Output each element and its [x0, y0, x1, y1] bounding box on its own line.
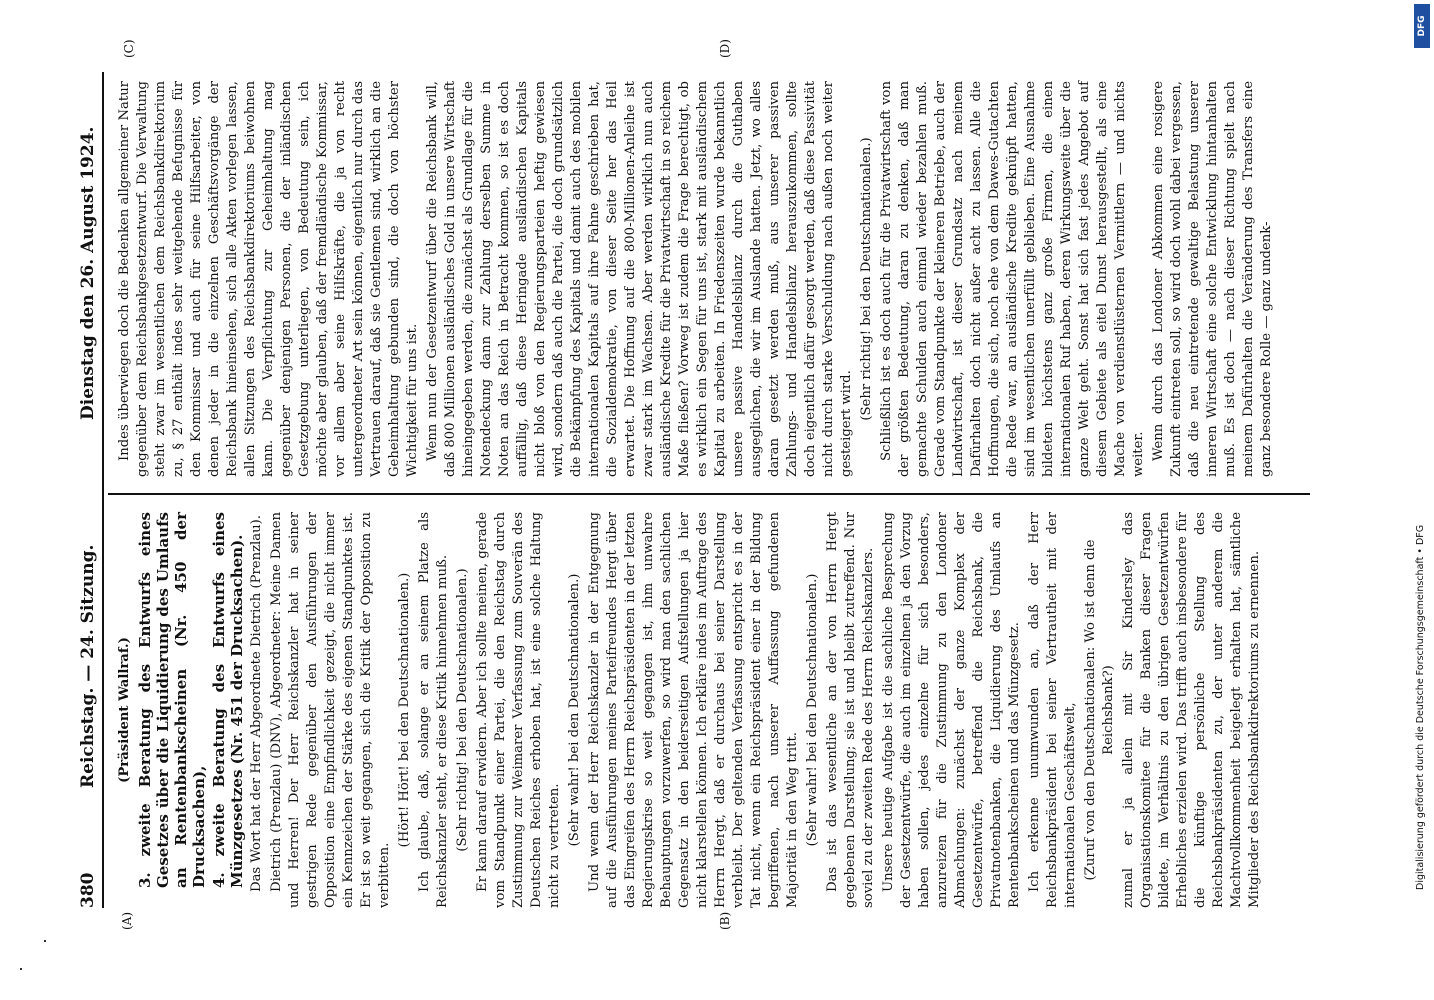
margin-mark-a: (A) — [120, 911, 134, 930]
paragraph: Das ist das wesentliche an der von Herrn Hergt gegebenen Darstellung; sie ist und bleibt zutreffend. Nur soviel zu der zweiten Rede des Herrn Reichskanzlers. — [825, 512, 876, 908]
right-column — [116, 81, 1278, 477]
paragraph: Schließlich ist es doch auch für die Privatwirtschaft von der größten Bedeutung, daran zu denken, daß man gemachte Schulden auch einmal wieder bezahlen muß. Gerade vom Standpunkte der kleineren Betriebe, auch der Landwirtschaft, ist dieser Grundsatz nach meinem Dafürhalten doch nicht außer acht zu lassen. Alle die Hoffnungen, die sich, noch ehe von dem Dawes-Gutachten die Rede war, an ausländische Kredite geknüpft hatten, sind im wesentlichen unerfüllt geblieben. Eine Ausnahme bildeten höchstens ganz große Firmen, die einen internationalen Ruf haben, deren Wirkungsweite über die ganze Welt geht. Sonst hat sich fast jedes Angebot auf diesem Gebiete als eitel Dunst herausgestellt, als eine Mache von verdienstlüsternen Vermittlern — und nichts weiter. — [879, 81, 1146, 477]
agenda-item-4: 4. zweite Beratung des Entwurfs eines Münzgesetzes (Nr. 451 der Drucksachen). — [210, 512, 246, 888]
column-divider — [108, 493, 1310, 495]
interjection: (Zuruf von den Deutschnationalen: Wo ist denn die Reichsbank?) — [1083, 539, 1116, 881]
header-left-title: Reichstag. — 24. Sitzung. — [78, 544, 98, 788]
interjection: (Sehr richtig! bei den Deutschnationalen.) — [455, 568, 470, 852]
interjection: (Sehr richtig! bei den Deutschnationalen.) — [859, 137, 874, 421]
page-number: 380 — [78, 872, 98, 908]
presiding-note: (Präsident Wallraf.) — [117, 637, 132, 783]
paragraph: Er kann darauf erwidern. Aber ich sollte meinen, gerade vom Standpunkt einer Partei, die den Reichstag durch Zustimmung zur Weimarer Verfassung zum Souverän des Deutschen Reiches erhoben hat, ist eine solche Haltung nicht zu vertreten. — [475, 512, 562, 908]
credit-text: Digitalisierung gefördert durch die Deutsche Forschungsgemeinschaft • DFG — [1415, 524, 1426, 890]
dfg-logo-text: DFG — [1417, 15, 1427, 37]
paragraph: Und wenn der Herr Reichskanzler in der Entgegnung auf die Ausführungen meines Parteifreundes Hergt über das Eingreifen des Herrn Reichspräsidenten in der letzten Regierungskrise so weit gegangen ist, ihm unwahre Behauptungen vorzuwerfen, so wird man den sachlichen Gegensatz in den beiderseitigen Aufstellungen ja hier nicht klarstellen können. Ich erkläre indes im Auftrage des Herrn Hergt, daß er durchaus bei seiner Darstellung verbleibt. Der geltenden Verfassung entspricht es in der Tat nicht, wenn ein Reichspräsident einer in der Bildung begriffenen, nach unserer Auffassung gefundenen Majorität in den Weg tritt. — [587, 512, 800, 908]
dfg-logo — [1414, 4, 1430, 48]
scan-speck — [20, 968, 22, 970]
interjection: (Sehr wahr! bei den Deutschnationalen.) — [567, 573, 582, 847]
agenda-item-3: 3. zweite Beratung des Entwurfs eines Gesetzes über die Liquidierung des Umlaufs an Rentenbankscheinen (Nr. 450 der Drucksachen), — [136, 512, 208, 888]
header-rule — [102, 72, 104, 908]
speech-opening: Dietrich (Prenzlau) (DNV), Abgeordneter: Meine Damen und Herren! Der Herr Reichskanzler hat in seiner gestrigen Rede gegenüber den Ausführungen der Opposition eine Empfindlichkeit gezeigt, die nicht immer ein Kennzeichen der Stärke des eigenen Standpunktes ist. Er ist so weit gegangen, sich die Kritik der Opposition zu verbitten. — [269, 512, 392, 908]
margin-mark-d: (D) — [718, 39, 732, 58]
paragraph: Indes überwiegen doch die Bedenken allgemeiner Natur gegenüber dem Reichsbankgesetzentwurf. Die Verwaltung steht zwar im wesentlichen dem Reichsbankdirektorium zu, § 27 enthält indes sehr weitgehende Befugnisse für den Kommissar und auch für seine Hilfsarbeiter, von denen jeder in die einzelnen Geschäftsvorgänge der Reichsbank hineinsehen, sich alle Akten vorlegen lassen, allen Sitzungen des Reichsbankdirektoriums beiwohnen kann. Die Verpflichtung zur Geheimhaltung mag gegenüber denjenigen Personen, die der inländischen Gesetzgebung unterliegen, von Bedeutung sein, ich möchte aber glauben, daß der fremdländische Kommissar, vor allem aber seine Hilfskräfte, die ja von recht untergeordneter Art sein können, eigentlich nur durch das Vertrauen darauf, daß sie Gentlemen sind, wirklich an die Geheimhaltung gebunden sind, die doch von höchster Wichtigkeit für uns ist. — [117, 81, 420, 477]
paragraph: Unsere heutige Aufgabe ist die sachliche Besprechung der Gesetzentwürfe, die auch im einzelnen ja den Vorzug haben sollen, jedes einzelne für sich besonders, anzureizen für die Zustimmung zu den Londoner Abmachungen: zunächst der ganze Komplex der Gesetzentwürfe, betreffend die Reichsbank, die Privatnotenbanken, die Liquidierung des Umlaufs an Rentenbankscheinen und das Münzgesetz. — [881, 512, 1022, 908]
scan-speck — [44, 940, 46, 942]
margin-mark-c: (C) — [122, 39, 136, 58]
paragraph: Ich erkenne unumwunden an, daß der Herr Reichsbankpräsident bei seiner Vertrautheit mit der internationalen Geschäftswelt, — [1027, 512, 1078, 908]
paragraph: Wenn durch das Londoner Abkommen eine rosigere Zukunft eintreten soll, so wird doch wohl dabei vergessen, daß die neu eintretende gewaltige Belastung unserer inneren Wirtschaft eine solche Entwicklung hintanhalten muß. Es ist doch — nach dieser Richtung spielt nach meinem Dafürhalten die Veränderung des Transfers eine ganz besondere Rolle — ganz undenk- — [1151, 81, 1274, 477]
page-header — [78, 72, 100, 908]
interjection: (Sehr wahr! bei den Deutschnationalen.) — [805, 573, 820, 847]
interjection: (Hört! Hört! bei den Deutschnationalen.) — [397, 572, 412, 848]
paragraph: Ich glaube, daß, solange er an seinem Platze als Reichskanzler steht, er diese Kritik hinnehmen muß. — [417, 512, 450, 908]
header-right-title: Dienstag den 26. August 1924. — [78, 126, 98, 420]
margin-mark-b: (B) — [718, 911, 732, 930]
left-column — [116, 512, 1266, 908]
paragraph: Wenn nun der Gesetzentwurf über die Reichsbank will, daß 800 Millionen ausländisches Gold in unsere Wirtschaft hineingegeben werden, die zunächst als Grundlage für die Notendeckung dann zur Zahlung derselben Summe in Noten an das Reich in Betracht kommen, so ist es doch auffällig, daß diese Heringade ausländischen Kapitals nicht bloß von den Regierungsparteien heftig gewiesen wird, sondern daß auch die Partei, die doch grundsätzlich die Bekämpfung des Kapitals und damit auch des mobilen internationalen Kapitals auf ihre Fahne geschrieben hat, die Sozialdemokratie, von dieser Seite her das Heil erwartet. Die Hoffnung auf die 800-Millionen-Anleihe ist zwar stark im Wachsen. Aber werden wirklich nun auch ausländische Kredite für die Privatwirtschaft in so reichem Maße fließen? Vorweg ist zudem die Frage berechtigt, ob es wirklich ein Segen für uns ist, stark mit ausländischem Kapital zu arbeiten. In Friedenszeiten wurde bekanntlich unsere passive Handelsbilanz durch die Guthaben ausgeglichen, die wir im Auslande hatten. Jetzt, wo alles daran gesetzt werden muß, aus unserer passiven Zahlungs- und Handelsbilanz herauszukommen, sollte doch eigentlich dafür gesorgt werden, daß diese Passivität nicht durch starke Verschuldung nach außen noch weiter gesteigert wird. — [425, 81, 854, 477]
digitization-credit — [1412, 10, 1430, 890]
paragraph: zumal er ja allein mit Sir Kindersley das Organisationskomitee für die Banken dieser Fragen bildete, im Verhältnis zu den übrigen Gesetzentwürfen Erhebliches erzielen wird. Das trifft auch insbesondere für die künftige persönliche Stellung des Reichsbankpräsidenten zu, der unter anderem die Machtvollkommenheit beigelegt erhalten hat, sämtliche Mitglieder des Reichsbankdirektoriums zu ernennen. — [1121, 512, 1262, 908]
paragraph: Das Wort hat der Herr Abgeordnete Dietrich (Prenzlau). — [249, 515, 264, 892]
